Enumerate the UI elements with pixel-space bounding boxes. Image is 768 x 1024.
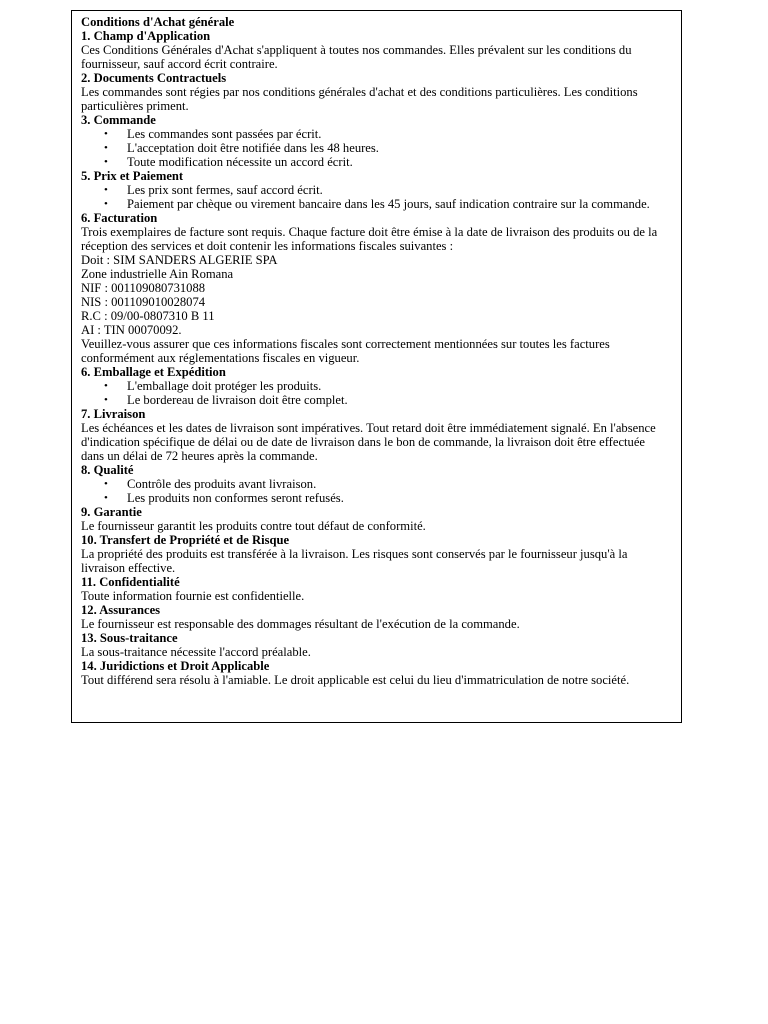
section-text-9: Le fournisseur garantit les produits contre tout défaut de conformité.: [81, 519, 426, 533]
section-text-2: Les commandes sont régies par nos conditions générales d'achat et des conditions particulières. Les conditions particulières priment.: [81, 85, 638, 113]
section-text-6: Trois exemplaires de facture sont requis. Chaque facture doit être émise à la date de livraison des produits ou de la réception des services et doit contenir les informations fiscales suivantes :: [81, 225, 658, 253]
section-text-7: Les échéances et les dates de livraison sont impératives. Tout retard doit être immédiatement signalé. En l'absence d'indication spécifique de délai ou de date de livraison dans le bon de commande, la livraison doit être effectuée dans un délai de 72 heures après la commande.: [81, 421, 656, 463]
section-heading-2: 2. Documents Contractuels: [81, 71, 227, 85]
section-heading-9: 9. Garantie: [81, 505, 142, 519]
section-heading-13: 13. Sous-traitance: [81, 631, 178, 645]
list-item: • Les prix sont fermes, sauf accord écrit.: [127, 183, 669, 197]
list-item: • Contrôle des produits avant livraison.: [127, 477, 669, 491]
list-item: • Toute modification nécessite un accord écrit.: [127, 155, 669, 169]
section-heading-5: 5. Prix et Paiement: [81, 169, 184, 183]
fiscal-line-address: Zone industrielle Ain Romana: [81, 267, 234, 281]
fiscal-line-nis: NIS : 001109010028074: [81, 295, 206, 309]
section-heading-6: 6. Facturation: [81, 211, 158, 225]
section-list-6b: [81, 379, 669, 407]
section-text-11: Toute information fournie est confidentielle.: [81, 589, 305, 603]
section-text-1: Ces Conditions Générales d'Achat s'appliquent à toutes nos commandes. Elles prévalent sur les conditions du fournisseur, sauf accord écrit contraire.: [81, 43, 632, 71]
section-heading-8: 8. Qualité: [81, 463, 134, 477]
list-item: • L'emballage doit protéger les produits.: [127, 379, 669, 393]
fiscal-line-nif: NIF : 001109080731088: [81, 281, 206, 295]
fiscal-line-rc: R.C : 09/00-0807310 B 11: [81, 309, 215, 323]
list-item: • Les produits non conformes seront refusés.: [127, 491, 669, 505]
section-heading-3: 3. Commande: [81, 113, 156, 127]
section-text-13: La sous-traitance nécessite l'accord préalable.: [81, 645, 311, 659]
list-item: • Les commandes sont passées par écrit.: [127, 127, 669, 141]
section-list-8: [81, 477, 669, 505]
section-heading-7: 7. Livraison: [81, 407, 146, 421]
fiscal-line-ai: AI : TIN 00070092.: [81, 323, 182, 337]
list-item: • Paiement par chèque ou virement bancaire dans les 45 jours, sauf indication contraire sur la commande.: [127, 197, 669, 211]
section-text-10: La propriété des produits est transférée à la livraison. Les risques sont conservés par le fournisseur jusqu'à la livraison effective.: [81, 547, 628, 575]
section-heading-1: 1. Champ d'Application: [81, 29, 211, 43]
section-text-14: Tout différend sera résolu à l'amiable. Le droit applicable est celui du lieu d'immatriculation de notre société.: [81, 673, 630, 687]
section-heading-12: 12. Assurances: [81, 603, 161, 617]
section-heading-6b: 6. Emballage et Expédition: [81, 365, 226, 379]
section-list-5: [81, 183, 669, 211]
document-frame: [71, 10, 682, 723]
list-item: • Le bordereau de livraison doit être complet.: [127, 393, 669, 407]
document-content: [81, 15, 669, 687]
list-item: • L'acceptation doit être notifiée dans les 48 heures.: [127, 141, 669, 155]
fiscal-line-debtor: Doit : SIM SANDERS ALGERIE SPA: [81, 253, 278, 267]
section-list-3: [81, 127, 669, 169]
document-title: Conditions d'Achat générale: [81, 15, 235, 29]
section-note-6: Veuillez-vous assurer que ces informations fiscales sont correctement mentionnées sur toutes les factures conformément aux réglementations fiscales en vigueur.: [81, 337, 610, 365]
section-heading-11: 11. Confidentialité: [81, 575, 180, 589]
section-text-12: Le fournisseur est responsable des dommages résultant de l'exécution de la commande.: [81, 617, 520, 631]
section-heading-14: 14. Juridictions et Droit Applicable: [81, 659, 270, 673]
section-heading-10: 10. Transfert de Propriété et de Risque: [81, 533, 290, 547]
